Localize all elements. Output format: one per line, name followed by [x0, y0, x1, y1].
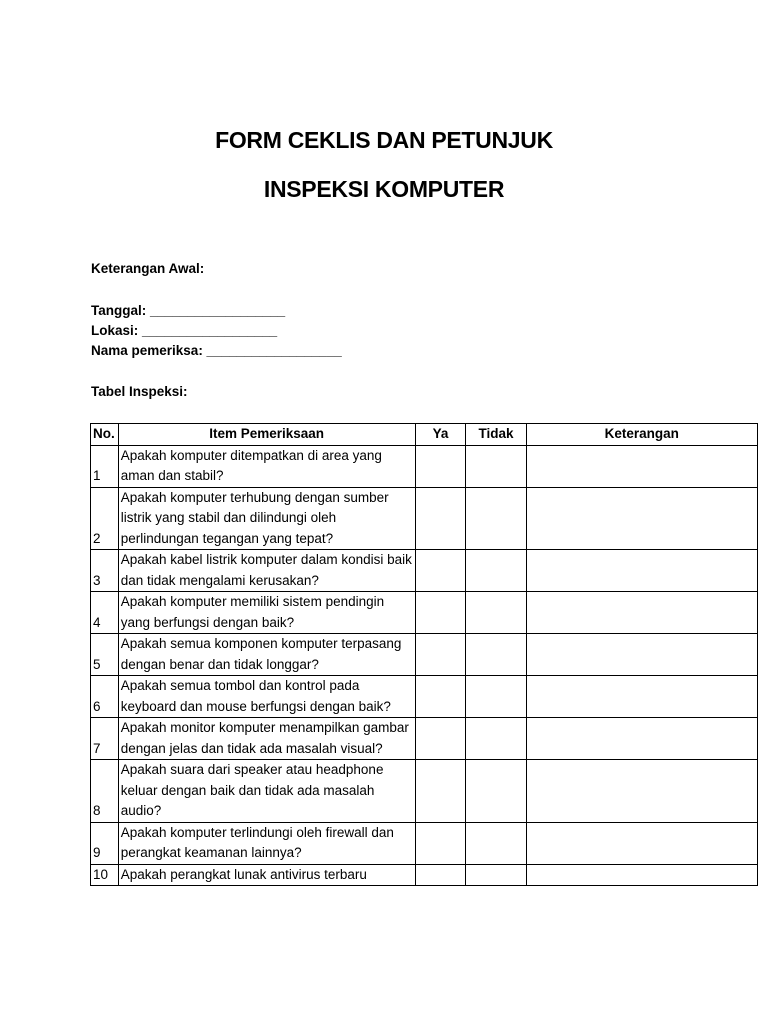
row-tidak-cell[interactable] [466, 718, 526, 760]
header-ya: Ya [415, 424, 466, 446]
row-keterangan-cell[interactable] [526, 592, 757, 634]
row-keterangan-cell[interactable] [526, 550, 757, 592]
form-title: FORM CEKLIS DAN PETUNJUK [215, 127, 553, 153]
row-number: 8 [91, 760, 119, 823]
row-item: Apakah perangkat lunak antivirus terbaru [118, 864, 415, 886]
row-ya-cell[interactable] [415, 445, 466, 487]
row-number: 10 [91, 864, 119, 886]
row-keterangan-cell[interactable] [526, 676, 757, 718]
row-ya-cell[interactable] [415, 676, 466, 718]
row-keterangan-cell[interactable] [526, 718, 757, 760]
table-row [91, 592, 758, 634]
table-row [91, 550, 758, 592]
row-keterangan-cell[interactable] [526, 634, 757, 676]
row-ya-cell[interactable] [415, 718, 466, 760]
row-ya-cell[interactable] [415, 760, 466, 823]
row-item: Apakah semua komponen komputer terpasang dengan benar dan tidak longgar? [118, 634, 415, 676]
row-ya-cell[interactable] [415, 822, 466, 864]
form-subtitle: INSPEKSI KOMPUTER [263, 176, 505, 202]
row-item: Apakah komputer terhubung dengan sumber listrik yang stabil dan dilindungi oleh perlindungan tegangan yang tepat? [118, 487, 415, 550]
row-ya-cell[interactable] [415, 487, 466, 550]
location-field: Lokasi: __________________ [91, 323, 278, 338]
row-keterangan-cell[interactable] [526, 864, 757, 886]
row-ya-cell[interactable] [415, 634, 466, 676]
row-number: 3 [91, 550, 119, 592]
row-ya-cell[interactable] [415, 864, 466, 886]
row-tidak-cell[interactable] [466, 676, 526, 718]
table-label: Tabel Inspeksi: [91, 384, 188, 399]
inspector-name-field: Nama pemeriksa: __________________ [91, 343, 342, 358]
table-row [91, 445, 758, 487]
row-ya-cell[interactable] [415, 550, 466, 592]
row-item: Apakah komputer memiliki sistem pendingin yang berfungsi dengan baik? [118, 592, 415, 634]
header-item: Item Pemeriksaan [118, 424, 415, 446]
intro-label: Keterangan Awal: [91, 261, 205, 276]
row-keterangan-cell[interactable] [526, 822, 757, 864]
header-no: No. [91, 424, 119, 446]
table-row [91, 760, 758, 823]
row-tidak-cell[interactable] [466, 487, 526, 550]
row-number: 5 [91, 634, 119, 676]
inspection-table [90, 423, 758, 886]
row-number: 7 [91, 718, 119, 760]
header-tidak: Tidak [466, 424, 526, 446]
row-keterangan-cell[interactable] [526, 487, 757, 550]
row-tidak-cell[interactable] [466, 445, 526, 487]
row-tidak-cell[interactable] [466, 550, 526, 592]
table-row [91, 822, 758, 864]
row-item: Apakah komputer terlindungi oleh firewall dan perangkat keamanan lainnya? [118, 822, 415, 864]
row-item: Apakah kabel listrik komputer dalam kondisi baik dan tidak mengalami kerusakan? [118, 550, 415, 592]
row-number: 4 [91, 592, 119, 634]
table-header-row [91, 424, 758, 446]
row-tidak-cell[interactable] [466, 864, 526, 886]
row-tidak-cell[interactable] [466, 592, 526, 634]
table-row [91, 864, 758, 886]
row-number: 9 [91, 822, 119, 864]
row-tidak-cell[interactable] [466, 760, 526, 823]
table-row [91, 487, 758, 550]
row-number: 2 [91, 487, 119, 550]
row-item: Apakah komputer ditempatkan di area yang aman dan stabil? [118, 445, 415, 487]
row-item: Apakah suara dari speaker atau headphone keluar dengan baik dan tidak ada masalah audio? [118, 760, 415, 823]
row-number: 6 [91, 676, 119, 718]
date-field: Tanggal: __________________ [91, 303, 286, 318]
row-tidak-cell[interactable] [466, 634, 526, 676]
row-tidak-cell[interactable] [466, 822, 526, 864]
row-keterangan-cell[interactable] [526, 760, 757, 823]
table-row [91, 634, 758, 676]
table-row [91, 718, 758, 760]
table-row [91, 676, 758, 718]
row-item: Apakah monitor komputer menampilkan gambar dengan jelas dan tidak ada masalah visual? [118, 718, 415, 760]
row-keterangan-cell[interactable] [526, 445, 757, 487]
row-ya-cell[interactable] [415, 592, 466, 634]
header-keterangan: Keterangan [526, 424, 757, 446]
row-number: 1 [91, 445, 119, 487]
row-item: Apakah semua tombol dan kontrol pada keyboard dan mouse berfungsi dengan baik? [118, 676, 415, 718]
